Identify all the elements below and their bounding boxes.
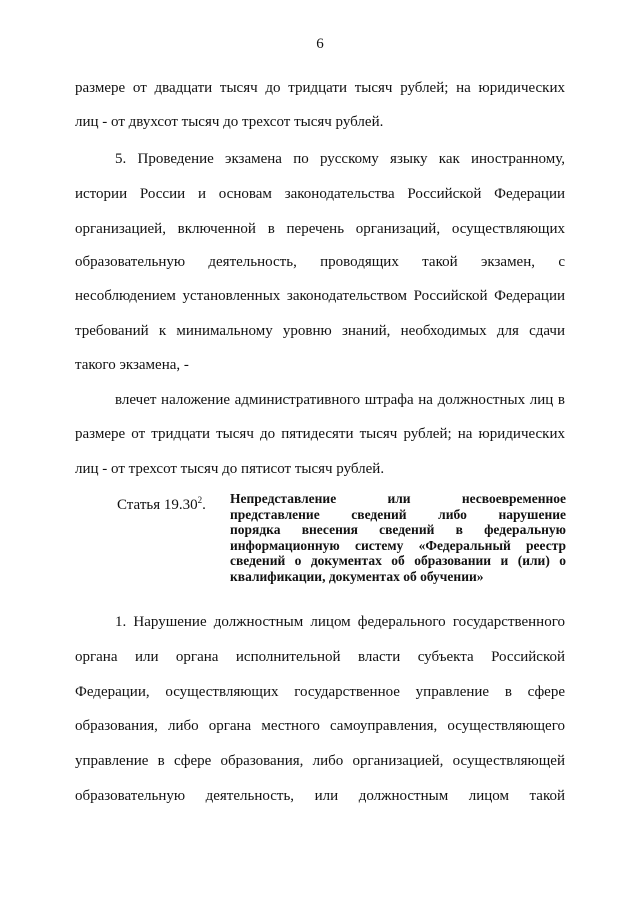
text-line: несоблюдением установленных законодательством Российской Федерации — [75, 288, 565, 304]
text-line: влечет наложение административного штрафа на должностных лиц в — [115, 392, 565, 408]
article-title-line: информационную систему «Федеральный реестр — [230, 537, 566, 553]
text-line: такого экзамена, - — [75, 357, 189, 373]
article-title-line: Непредставление или несвоевременное — [230, 491, 566, 506]
text-line: образовательную деятельность, проводящих такой экзамен, с — [75, 254, 565, 270]
article-title-line: порядка внесения сведений в федеральную — [230, 522, 566, 537]
text-line: управление в сфере образования, либо организацией, осуществляющей — [75, 753, 565, 769]
article-title-line: представление сведений либо нарушение — [230, 506, 566, 522]
article-title-line: квалификации, документах об обучении» — [230, 568, 484, 584]
article-label: Статья 19.30$^2$. — [117, 495, 206, 513]
text-line: 5. Проведение экзамена по русскому языку как иностранному, — [115, 151, 565, 167]
text-line: размере от двадцати тысяч до тридцати тысяч рублей; на юридических — [75, 80, 565, 96]
text-line: лиц - от двухсот тысяч до трехсот тысяч рублей. — [75, 114, 384, 130]
text-line: размере от тридцати тысяч до пятидесяти тысяч рублей; на юридических — [75, 426, 565, 442]
text-line: образовательную деятельность, или должностным лицом такой — [75, 788, 565, 804]
text-line: образования, либо органа местного самоуправления, осуществляющего — [75, 718, 565, 734]
text-line: Федерации, осуществляющих государственное управление в сфере — [75, 684, 565, 700]
article-title-line: сведений о документах об образовании и (или) о — [230, 553, 566, 568]
text-line: органа или органа исполнительной власти субъекта Российской — [75, 649, 565, 665]
page-number: 6 — [316, 36, 324, 52]
text-line: требований к минимальному уровню знаний, необходимых для сдачи — [75, 323, 565, 339]
article-title — [230, 491, 566, 584]
text-line: организацией, включенной в перечень организаций, осуществляющих — [75, 221, 565, 237]
text-line: 1. Нарушение должностным лицом федерального государственного — [115, 614, 565, 630]
text-line: истории России и основам законодательства Российской Федерации — [75, 186, 565, 202]
text-line: лиц - от трехсот тысяч до пятисот тысяч рублей. — [75, 461, 385, 477]
